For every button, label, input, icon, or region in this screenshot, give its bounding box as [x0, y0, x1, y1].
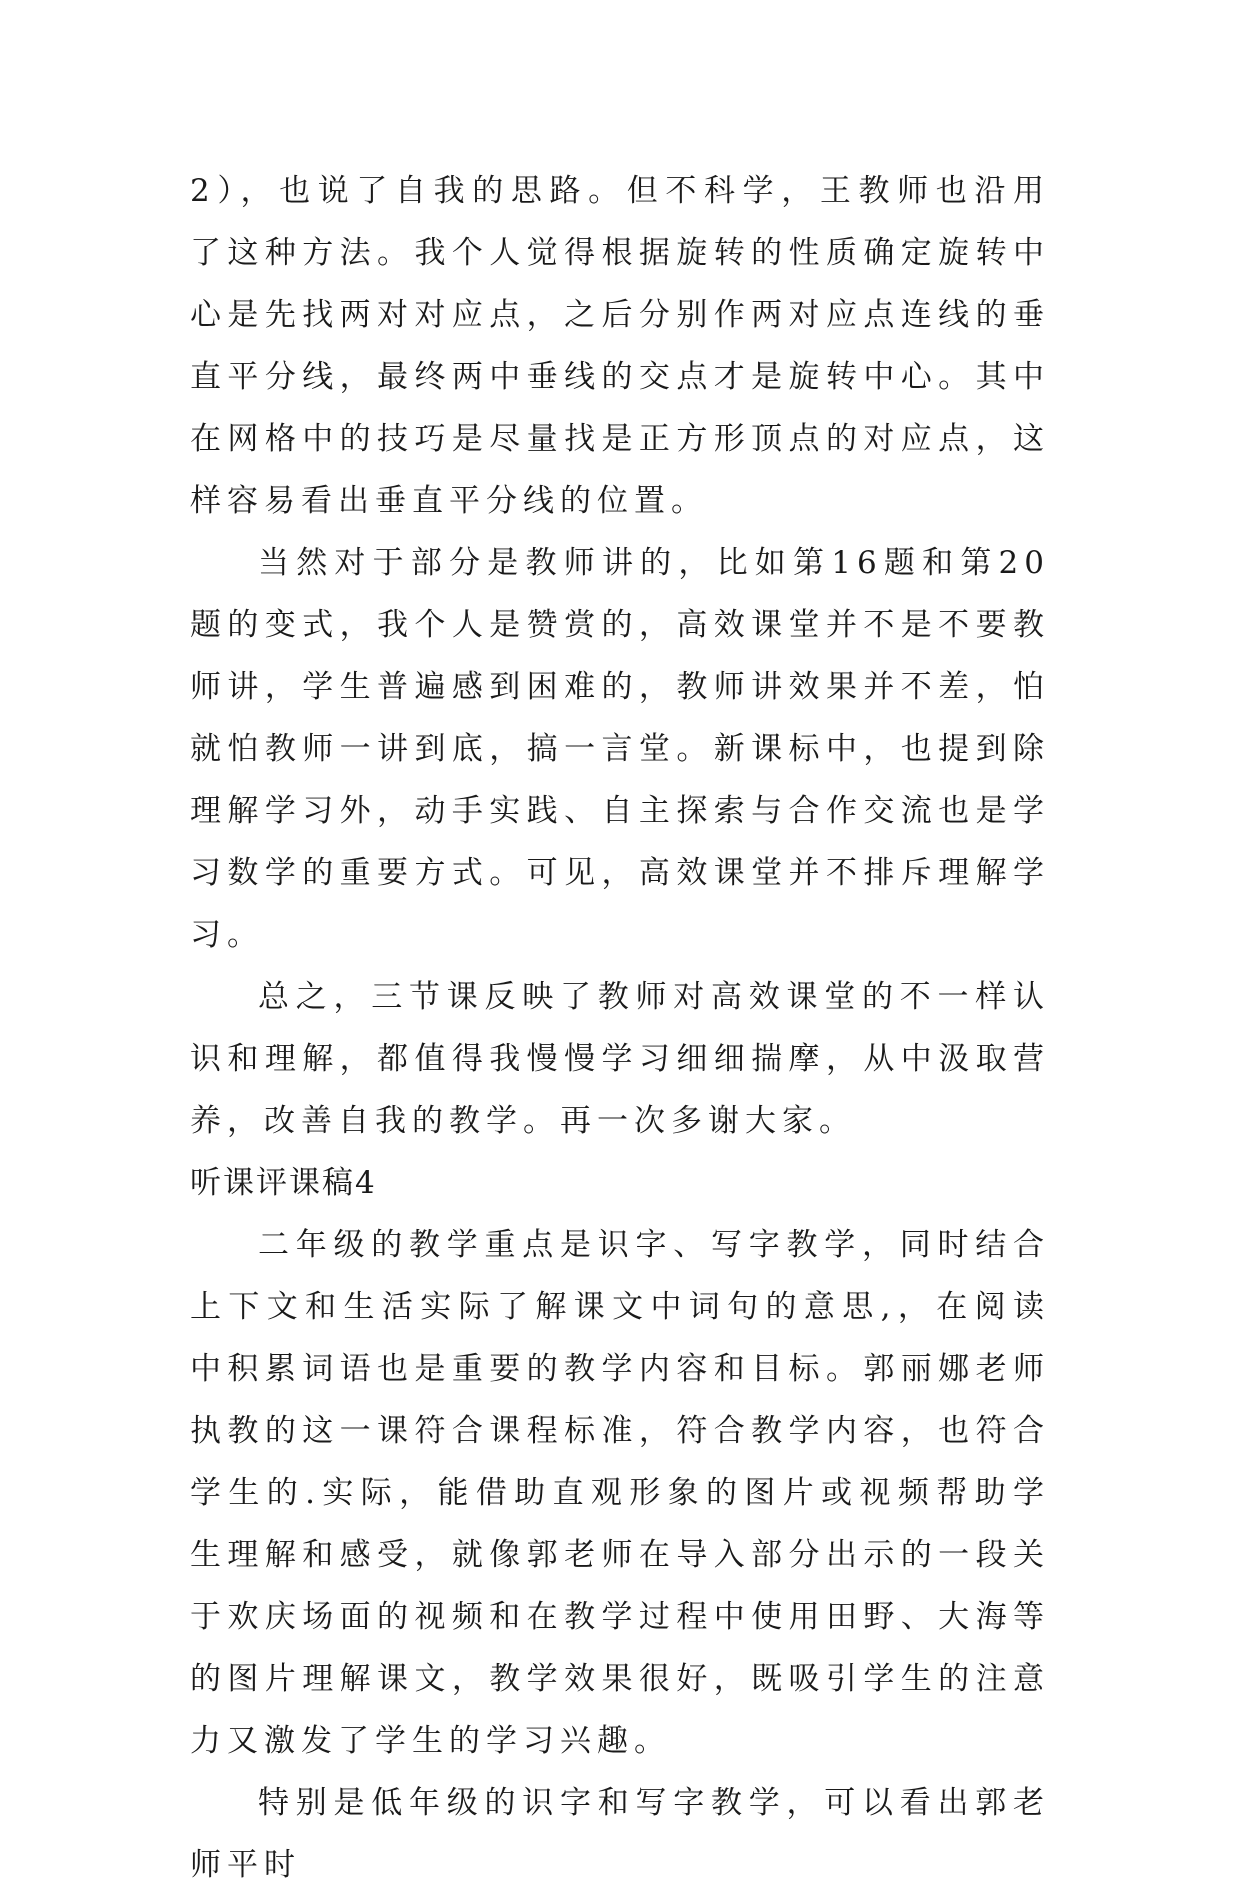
paragraph: 特别是低年级的识字和写字教学，可以看出郭老师平时 — [190, 1785, 1050, 1883]
paragraph: 当然对于部分是教师讲的，比如第16题和第20题的变式，我个人是赞赏的，高效课堂并不是不要教师讲，学生普遍感到困难的，教师讲效果并不差，怕就怕教师一讲到底，搞一言堂。新课标中，也提到除理解学习外，动手实践、自主探索与合作交流也是学习数学的重要方式。可见，高效课堂并不排斥理解学习。 — [190, 545, 1050, 953]
document-body — [190, 160, 1050, 1896]
section-heading: 听课评课稿4 — [190, 1165, 377, 1201]
paragraph: 二年级的教学重点是识字、写字教学，同时结合上下文和生活实际了解课文中词句的意思,，在阅读中积累词语也是重要的教学内容和目标。郭丽娜老师执教的这一课符合课程标准，符合教学内容，也符合学生的.实际，能借助直观形象的图片或视频帮助学生理解和感受，就像郭老师在导入部分出示的一段关于欢庆场面的视频和在教学过程中使用田野、大海等的图片理解课文，教学效果很好，既吸引学生的注意力又激发了学生的学习兴趣。 — [190, 1227, 1050, 1759]
paragraph: 2），也说了自我的思路。但不科学，王教师也沿用了这种方法。我个人觉得根据旋转的性质确定旋转中心是先找两对对应点，之后分别作两对应点连线的垂直平分线，最终两中垂线的交点才是旋转中心。其中在网格中的技巧是尽量找是正方形顶点的对应点，这样容易看出垂直平分线的位置。 — [190, 173, 1050, 519]
paragraph: 总之，三节课反映了教师对高效课堂的不一样认识和理解，都值得我慢慢学习细细揣摩，从中汲取营养，改善自我的教学。再一次多谢大家。 — [190, 979, 1050, 1139]
